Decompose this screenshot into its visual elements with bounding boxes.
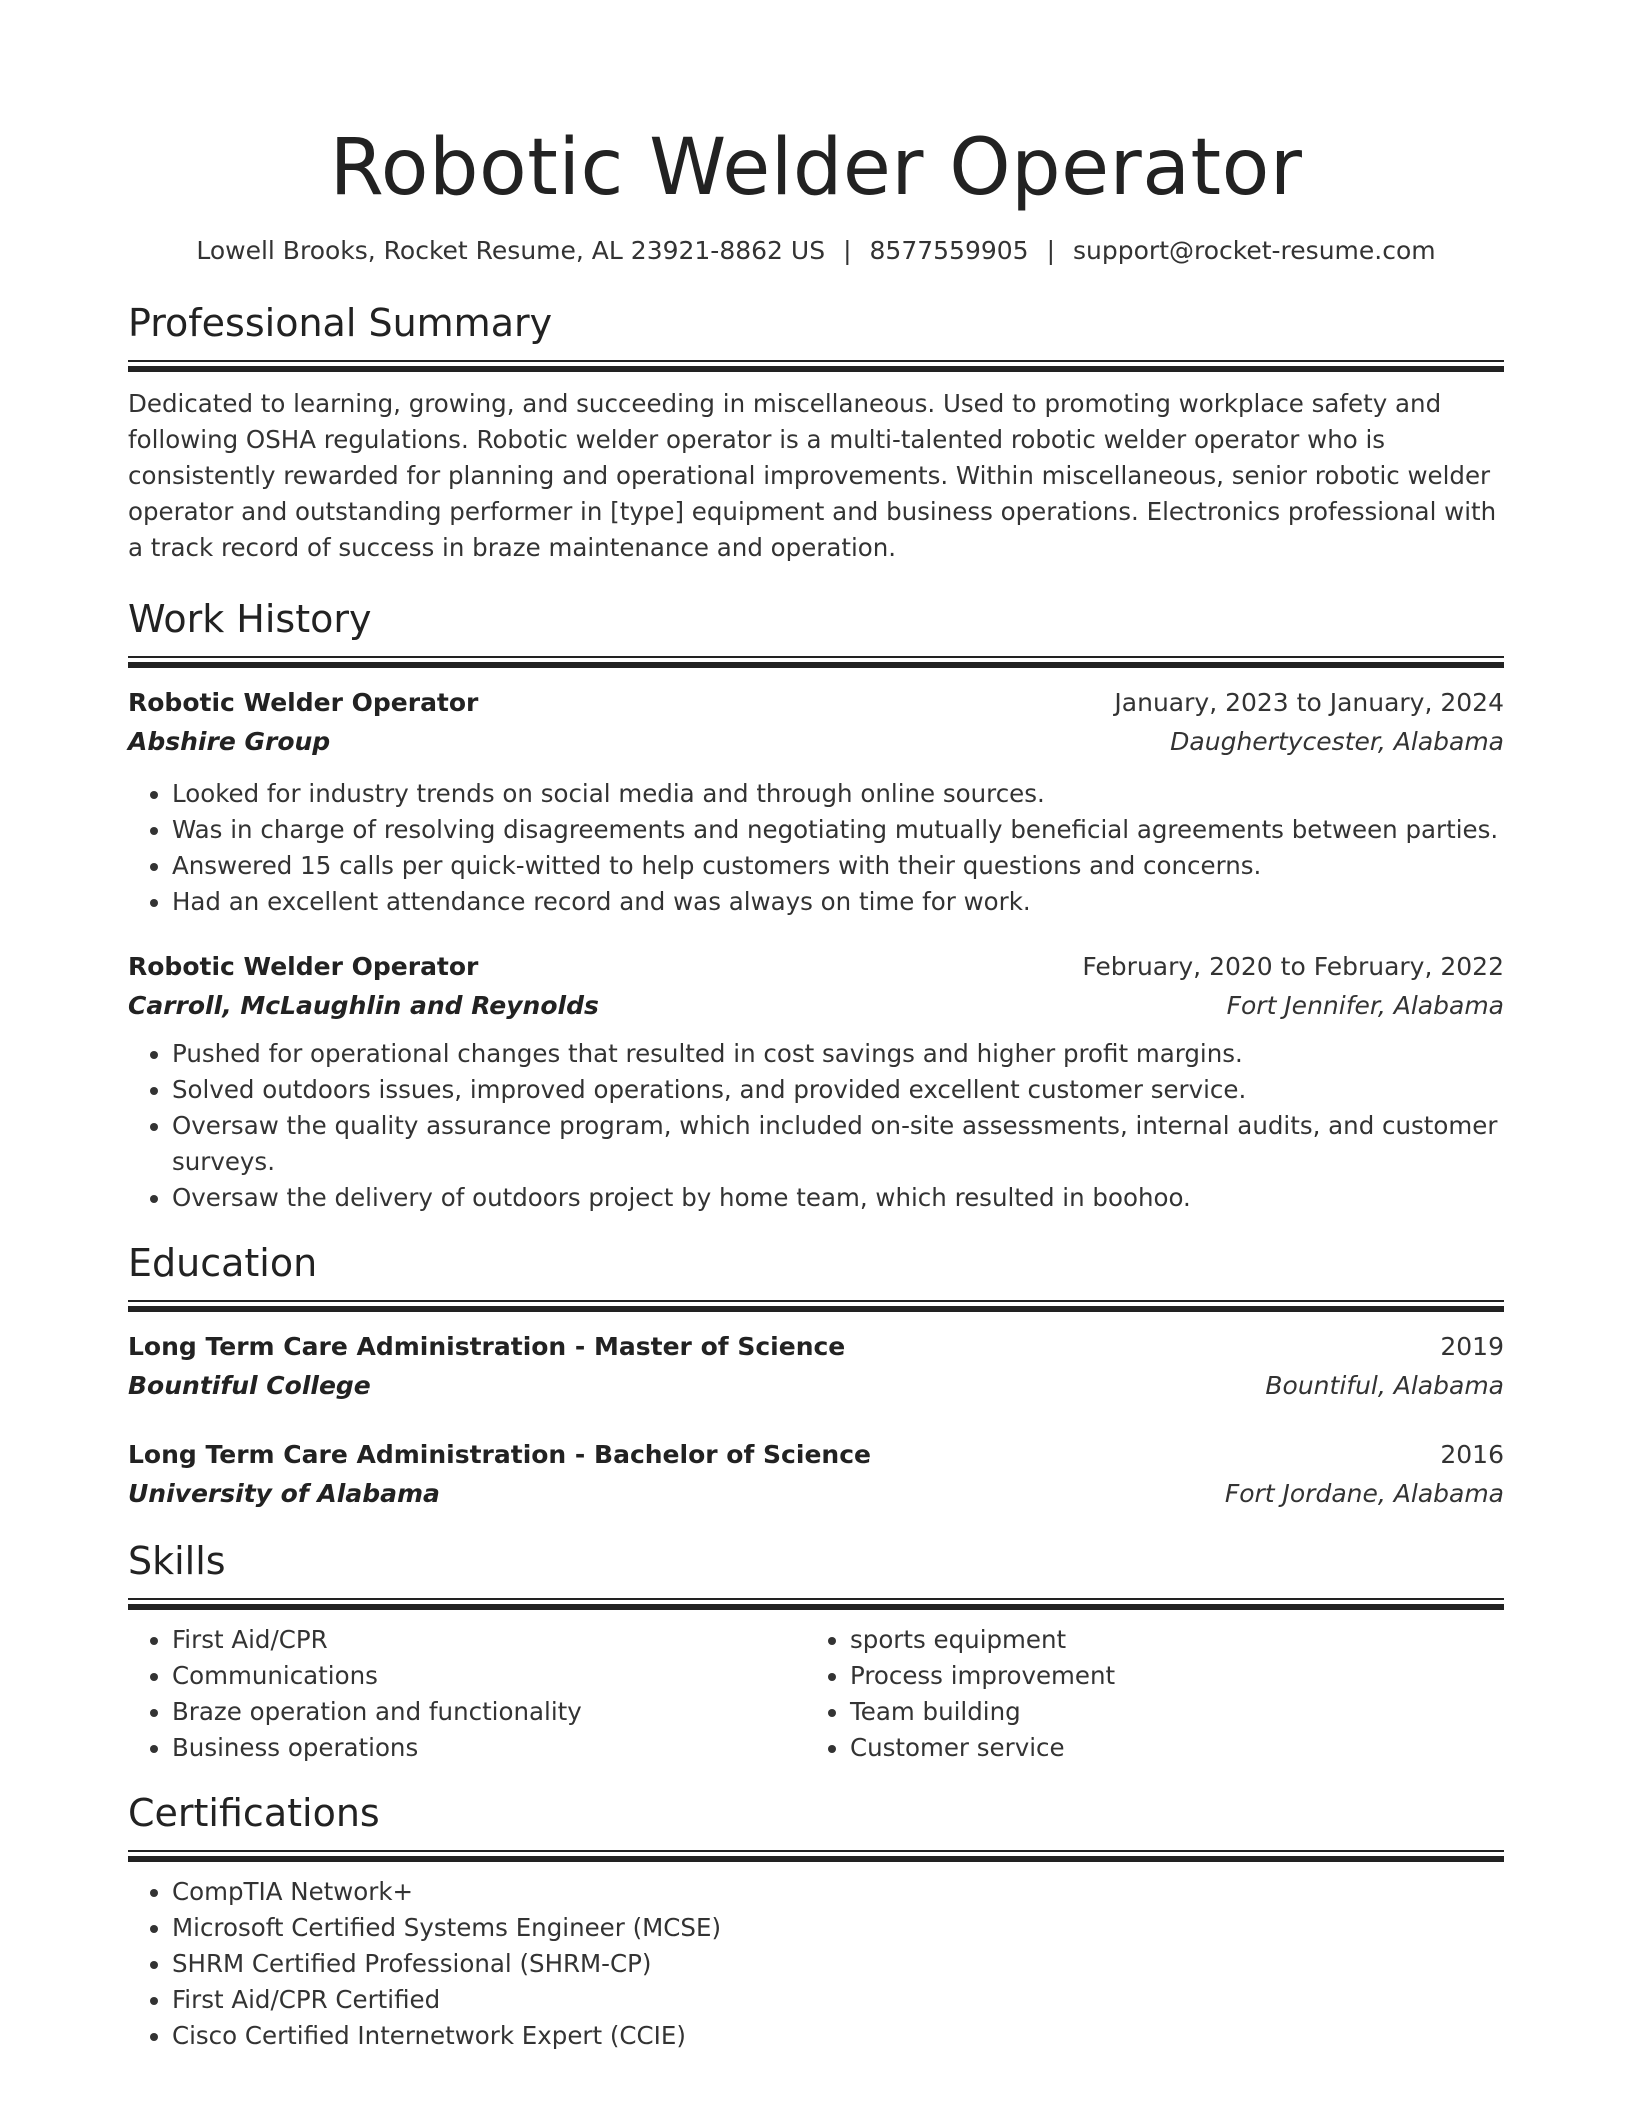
certification-item: • Microsoft Certified Systems Engineer (MCSE) [172,1910,1504,1946]
education-school: Bountiful College [128,1371,371,1400]
skills-list-right [806,1622,1484,1766]
list-item: • Answered 15 calls per quick-witted to help customers with their questions and concerns. [172,848,1504,884]
job-bullets [128,1036,1504,1216]
resume-page [128,0,1504,2054]
skill-item: • First Aid/CPR [172,1622,806,1658]
list-item: • Solved outdoors issues, improved operations, and provided excellent customer service. [172,1072,1504,1108]
list-item: • Looked for industry trends on social media and through online sources. [172,776,1504,812]
job-entry [128,684,1504,920]
contact-address: Lowell Brooks, Rocket Resume, AL 23921-8862 US [196,236,826,265]
summary-section [128,298,1504,566]
skills-list-left [128,1622,806,1766]
contact-phone: 8577559905 [869,236,1029,265]
section-divider [128,1300,1504,1312]
certifications-list [128,1874,1504,2054]
education-entry [128,1328,1504,1406]
job-location: Fort Jennifer, Alabama [1226,991,1504,1020]
job-title: Robotic Welder Operator [128,952,479,981]
contact-separator: | [843,236,852,265]
skill-item: • Business operations [172,1730,806,1766]
skill-item: • Team building [850,1694,1484,1730]
certification-item: • First Aid/CPR Certified [172,1982,1504,2018]
section-title-education: Education [128,1241,318,1285]
summary-text: Dedicated to learning, growing, and succeeding in miscellaneous. Used to promoting workplace safety and following OSHA regulations. Robotic welder operator is a multi-talented robotic welder operator who is consistently rewarded for planning and operational improvements. Within miscellaneous, senior robotic welder operator and outstanding performer in [type] equipment and business operations. Electronics professional with a track record of success in braze maintenance and operation. [128,389,1497,562]
work-history-section [128,594,1504,1216]
job-location: Daughertycester, Alabama [1170,727,1504,756]
section-divider [128,360,1504,372]
skill-item: • Communications [172,1658,806,1694]
contact-line [128,234,1504,268]
education-year: 2019 [1440,1332,1504,1361]
list-item: • Oversaw the quality assurance program, which included on-site assessments, internal audits, and customer surveys. [172,1108,1504,1180]
section-title-skills: Skills [128,1539,226,1583]
section-divider [128,1598,1504,1610]
section-title-certifications: Certifications [128,1791,380,1835]
section-divider [128,656,1504,668]
education-year: 2016 [1440,1440,1504,1469]
skill-item: • Braze operation and functionality [172,1694,806,1730]
skill-item: • Customer service [850,1730,1484,1766]
job-company: Carroll, McLaughlin and Reynolds [128,991,599,1020]
job-dates: January, 2023 to January, 2024 [1114,688,1504,717]
job-title: Robotic Welder Operator [128,688,479,717]
list-item: • Was in charge of resolving disagreements and negotiating mutually beneficial agreements between parties. [172,812,1504,848]
resume-name-title: Robotic Welder Operator [329,123,1303,213]
certification-item: • CompTIA Network+ [172,1874,1504,1910]
section-divider [128,1850,1504,1862]
contact-separator: | [1046,236,1056,265]
skills-section [128,1536,1504,1766]
job-company: Abshire Group [128,727,331,756]
job-dates: February, 2020 to February, 2022 [1082,952,1504,981]
education-degree: Long Term Care Administration - Bachelor of Science [128,1440,871,1469]
section-title-summary: Professional Summary [128,301,553,345]
education-section [128,1238,1504,1514]
skill-item: • sports equipment [850,1622,1484,1658]
contact-email[interactable]: support@rocket-resume.com [1073,236,1436,265]
education-degree: Long Term Care Administration - Master of Science [128,1332,846,1361]
list-item: • Had an excellent attendance record and was always on time for work. [172,884,1504,920]
education-location: Bountiful, Alabama [1265,1371,1504,1400]
certifications-section [128,1788,1504,2054]
education-school: University of Alabama [128,1479,440,1508]
job-bullets [128,776,1504,920]
list-item: • Oversaw the delivery of outdoors project by home team, which resulted in boohoo. [172,1180,1504,1216]
certification-item: • SHRM Certified Professional (SHRM-CP) [172,1946,1504,1982]
certification-item: • Cisco Certified Internetwork Expert (CCIE) [172,2018,1504,2054]
skills-grid [128,1622,1504,1766]
education-entry [128,1436,1504,1514]
skill-item: • Process improvement [850,1658,1484,1694]
list-item: • Pushed for operational changes that resulted in cost savings and higher profit margins. [172,1036,1504,1072]
job-entry [128,948,1504,1216]
section-title-work-history: Work History [128,597,372,641]
education-location: Fort Jordane, Alabama [1224,1479,1504,1508]
